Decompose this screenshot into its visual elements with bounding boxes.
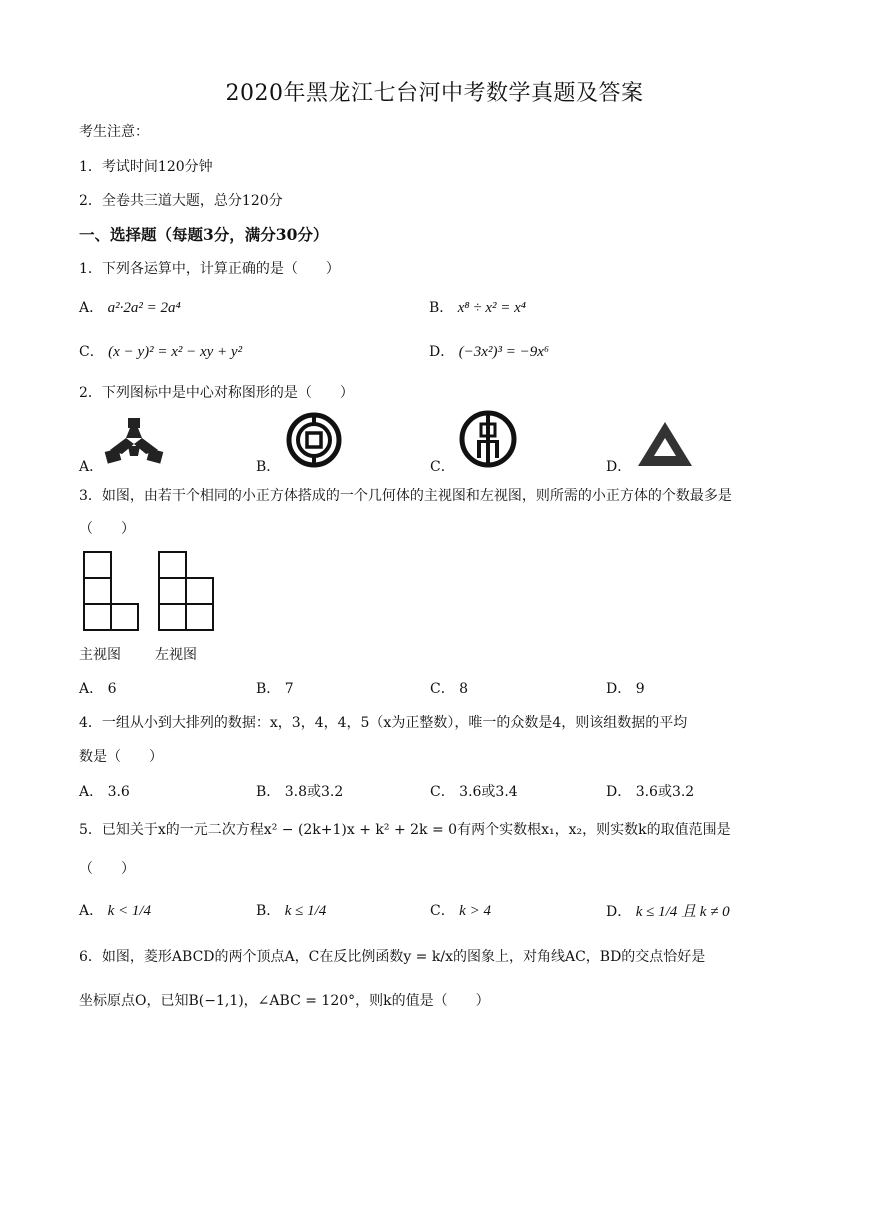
q3-option-b-value: 7 <box>284 681 294 697</box>
q4-option-d-label: D． <box>606 784 632 800</box>
tri-blade-logo-icon[interactable] <box>104 416 164 468</box>
q5-option-b-label: B． <box>256 903 281 919</box>
q4-option-d-value: 3.6或3.2 <box>635 784 695 800</box>
q4-option-a[interactable] <box>79 781 130 801</box>
q1-option-b[interactable] <box>429 297 526 317</box>
q4-stem: 4．一组从小到大排列的数据：x，3，4，4，5（x为正整数），唯一的众数是4，则该组数据的平均 <box>79 715 688 731</box>
front-view-caption: 主视图 <box>79 647 121 663</box>
q3-stem: 3．如图，由若干个相同的小正方体搭成的一个几何体的主视图和左视图，则所需的小正方体的个数最多是 <box>79 488 732 504</box>
section-heading: 一、选择题（每题3分，满分30分） <box>79 225 329 244</box>
q1-option-c-label: C． <box>79 344 104 360</box>
q5-option-d-label: D． <box>606 904 632 920</box>
q3-option-c-label: C． <box>430 681 455 697</box>
q1-option-b-label: B． <box>429 300 454 316</box>
q5-option-a-value: k < 1/4 <box>107 903 152 919</box>
q4-option-b[interactable] <box>256 781 343 801</box>
q5-stem: 5．已知关于x的一元二次方程x² − (2k+1)x + k² + 2k = 0有两个实数根x₁，x₂，则实数k的取值范围是 <box>79 822 731 838</box>
q5-option-d-value: k ≤ 1/4 且 k ≠ 0 <box>635 904 730 920</box>
q3-option-b[interactable] <box>256 678 294 698</box>
q5-option-d[interactable] <box>606 900 730 921</box>
q5-option-b-value: k ≤ 1/4 <box>284 903 327 919</box>
q5-option-c[interactable] <box>430 900 491 920</box>
triangle-logo-icon[interactable] <box>636 420 694 468</box>
front-view-figure <box>83 551 139 631</box>
q4-stem-cont: 数是（ ） <box>79 749 163 765</box>
q1-option-c[interactable] <box>79 341 242 361</box>
q5-option-b[interactable] <box>256 900 326 920</box>
q5-option-a[interactable] <box>79 900 151 920</box>
bank-circle-logo-icon[interactable] <box>459 410 517 468</box>
q3-option-c-value: 8 <box>459 681 469 697</box>
q4-option-a-value: 3.6 <box>107 784 130 800</box>
left-view-caption: 左视图 <box>155 647 197 663</box>
q2-label-d: D． <box>606 459 632 475</box>
q3-option-d-value: 9 <box>635 681 645 697</box>
q2-label-b: B． <box>256 459 281 475</box>
q5-option-a-label: A． <box>79 903 104 919</box>
q1-option-d-expr: (−3x²)³ = −9x⁶ <box>458 344 550 360</box>
q2-label-c: C． <box>430 459 455 475</box>
q4-option-b-value: 3.8或3.2 <box>284 784 344 800</box>
q4-option-c-value: 3.6或3.4 <box>459 784 518 800</box>
q4-option-a-label: A． <box>79 784 104 800</box>
q3-stem-cont: （ ） <box>79 521 135 537</box>
notice-heading: 考生注意： <box>79 124 149 140</box>
q3-option-d[interactable] <box>606 678 645 698</box>
q6-stem-cont: 坐标原点O，已知B(−1,1)，∠ABC = 120°，则k的值是（ ） <box>79 993 490 1009</box>
q4-option-c[interactable] <box>430 781 518 801</box>
q1-option-c-expr: (x − y)² = x² − xy + y² <box>108 344 243 360</box>
q3-option-b-label: B． <box>256 681 281 697</box>
q3-option-a[interactable] <box>79 678 117 698</box>
q3-option-d-label: D． <box>606 681 632 697</box>
q5-stem-cont: （ ） <box>79 861 135 877</box>
q4-option-d[interactable] <box>606 781 694 801</box>
q6-stem: 6．如图，菱形ABCD的两个顶点A，C在反比例函数y = k/x的图象上，对角线AC，BD的交点恰好是 <box>79 949 706 965</box>
q2-stem: 2．下列图标中是中心对称图形的是（ ） <box>79 385 354 401</box>
notice-item-2: 2．全卷共三道大题，总分120分 <box>79 193 283 209</box>
q1-option-b-expr: x⁸ ÷ x² = x⁴ <box>457 300 527 316</box>
q5-option-c-label: C． <box>430 903 455 919</box>
coin-circle-logo-icon[interactable] <box>286 412 342 468</box>
q1-option-d[interactable] <box>429 341 549 361</box>
q1-stem: 1．下列各运算中，计算正确的是（ ） <box>79 261 340 277</box>
q1-option-a-label: A． <box>79 300 104 316</box>
page-title: 2020年黑龙江七台河中考数学真题及答案 <box>225 81 644 106</box>
q3-option-a-label: A． <box>79 681 104 697</box>
q1-option-a-expr: a²·2a² = 2a⁴ <box>107 300 181 316</box>
q4-option-b-label: B． <box>256 784 281 800</box>
q3-option-a-value: 6 <box>107 681 117 697</box>
q1-option-d-label: D． <box>429 344 455 360</box>
q3-option-c[interactable] <box>430 678 468 698</box>
notice-item-1: 1．考试时间120分钟 <box>79 159 213 175</box>
q1-option-a[interactable] <box>79 297 181 317</box>
left-view-figure <box>158 551 214 631</box>
q2-label-a: A． <box>79 459 104 475</box>
q5-option-c-value: k > 4 <box>459 903 491 919</box>
q4-option-c-label: C． <box>430 784 455 800</box>
